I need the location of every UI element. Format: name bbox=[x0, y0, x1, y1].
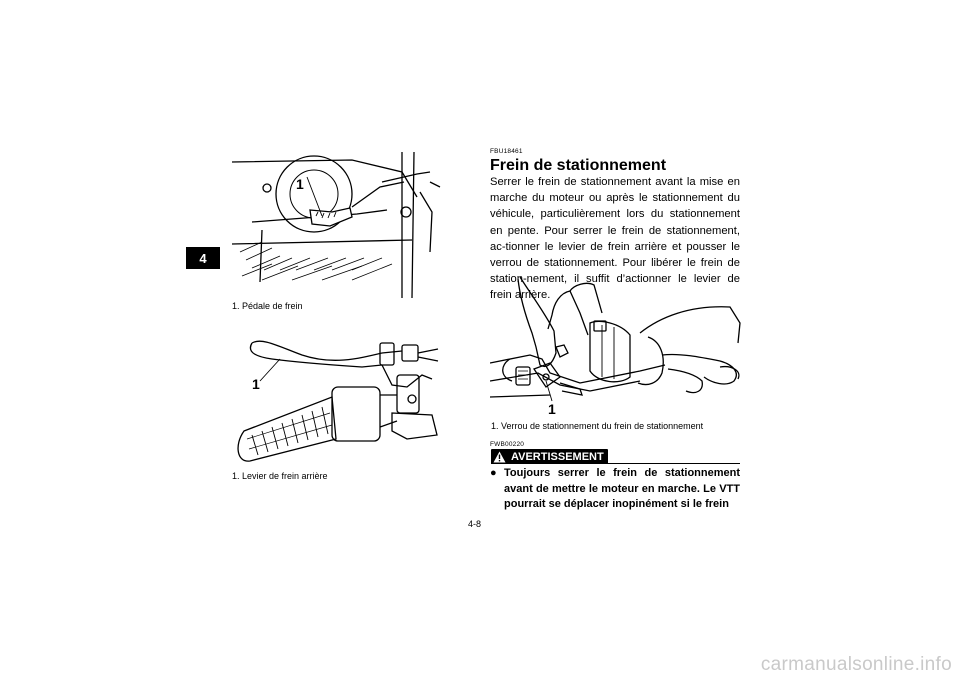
chapter-tab: 4 bbox=[186, 247, 220, 269]
brake-pedal-illustration bbox=[232, 152, 442, 298]
warning-item bbox=[490, 466, 740, 513]
bullet-dot-icon: ● bbox=[490, 467, 497, 479]
rear-brake-lever-illustration bbox=[232, 335, 442, 463]
warning-rule bbox=[491, 463, 740, 464]
page-number: 4-8 bbox=[468, 519, 482, 529]
warning-badge bbox=[491, 449, 608, 464]
section-body: Serrer le frein de stationnement avant la mise en marche du moteur ou après le stationnement du véhicule, particulièrement lors du stationnement en pente. Pour serrer le frein de stationnement, ac-tionner le levier de frein arrière et pousser le verrou de stationnement. Pour libérer le frein de station-nement, il suffit d’actionner le levier de frein arrière. bbox=[490, 176, 740, 302]
rear-brake-lever-caption: 1. Levier de frein arrière bbox=[232, 471, 328, 481]
warning-text: Toujours serrer le frein de stationnement avant de mettre le moteur en marche. Le VTT pourrait se déplacer inopinément si le frein bbox=[504, 467, 740, 510]
parking-lock-callout: 1 bbox=[548, 401, 556, 415]
warning-label: AVERTISSEMENT bbox=[511, 450, 604, 463]
warning-code: FWB00220 bbox=[490, 441, 525, 448]
parking-lock-caption: 1. Verrou de stationnement du frein de stationnement bbox=[491, 421, 704, 431]
brake-pedal-caption: 1. Pédale de frein bbox=[232, 301, 303, 311]
brake-pedal-callout: 1 bbox=[296, 176, 304, 192]
watermark: carmanualsonline.info bbox=[760, 654, 952, 675]
section-code: FBU18461 bbox=[490, 148, 523, 155]
section-title: Frein de stationnement bbox=[490, 157, 667, 174]
warning-triangle-icon bbox=[493, 451, 506, 463]
rear-brake-lever-callout: 1 bbox=[252, 376, 260, 392]
parking-lock-illustration bbox=[490, 273, 742, 415]
